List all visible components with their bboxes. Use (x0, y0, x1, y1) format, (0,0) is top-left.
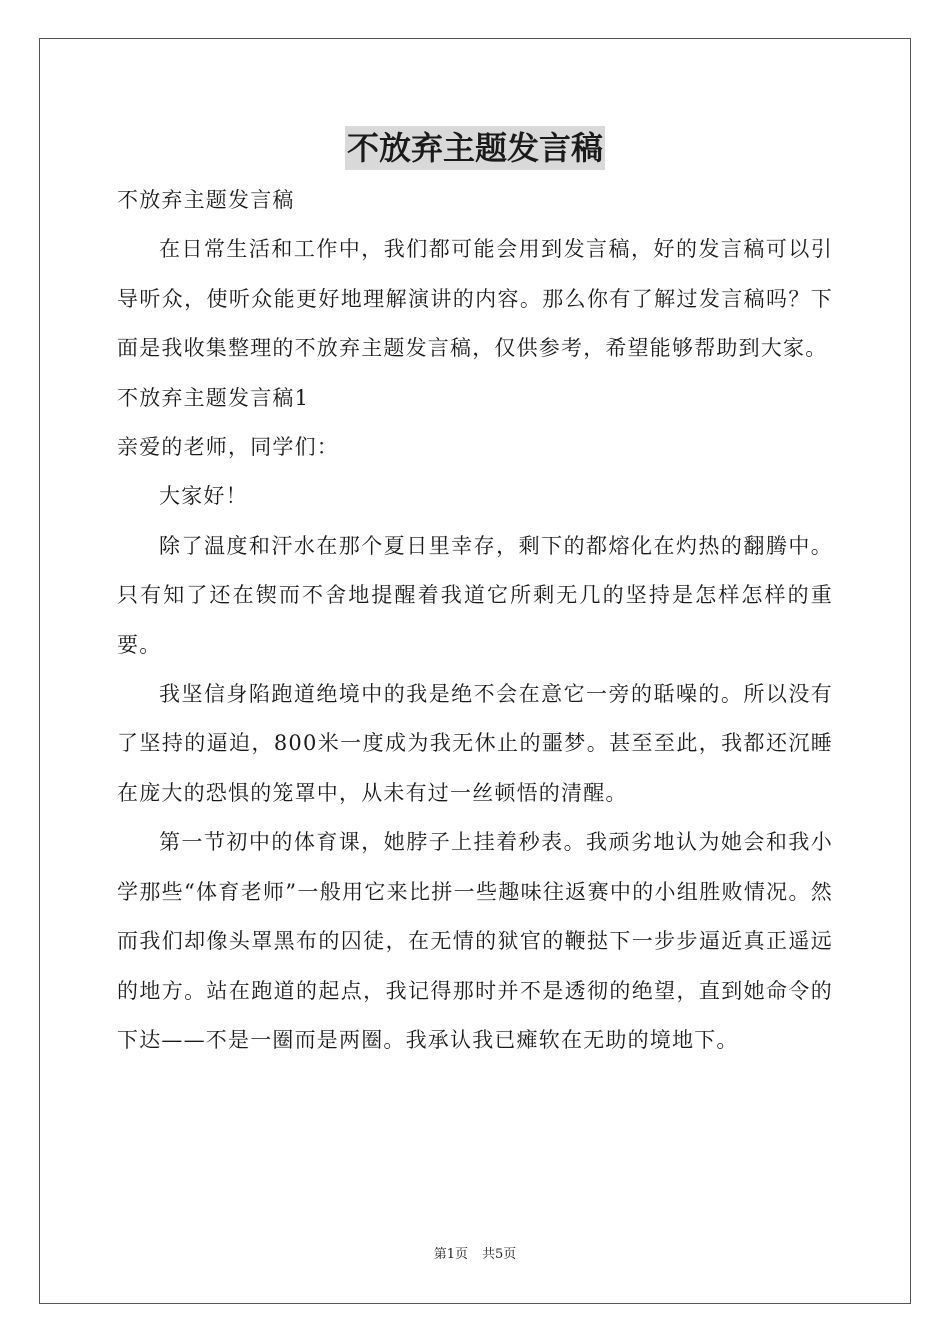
section-heading: 不放弃主题发言稿1 (117, 385, 310, 410)
document-title: 不放弃主题发言稿 (345, 126, 605, 170)
intro-paragraph: 在日常生活和工作中，我们都可能会用到发言稿，好的发言稿可以引导听众，使听众能更好地理解演讲的内容。那么你有了解过发言稿吗？下面是我收集整理的不放弃主题发言稿，仅供参考，希望能够帮助到大家。 (117, 237, 833, 361)
salutation-paragraph: 亲爱的老师，同学们： (117, 435, 339, 460)
page-number-current: 第1页 (433, 1247, 468, 1262)
body-paragraph: 我坚信身陷跑道绝境中的我是绝不会在意它一旁的聒噪的。所以没有了坚持的逼迫，800米一度成为我无休止的噩梦。甚至至此，我都还沉睡在庞大的恐惧的笼罩中，从未有过一丝顿悟的清醒。 (117, 682, 833, 805)
page-number-total: 共5页 (482, 1247, 517, 1262)
title-container (0, 126, 950, 170)
greeting-paragraph: 大家好！ (159, 484, 248, 509)
subtitle-paragraph: 不放弃主题发言稿 (117, 188, 295, 212)
body-paragraph: 第一节初中的体育课，她脖子上挂着秒表。我顽劣地认为她会和我小学那些“体育老师”一般用它来比拼一些趣味往返赛中的小组胜败情况。然而我们却像头罩黑布的囚徒，在无情的狱官的鞭挞下一步步逼近真正遥远的地方。站在跑道的起点，我记得那时并不是透彻的绝望，直到她命令的下达——不是一圈而是两圈。我承认我已瘫软在无助的境地下。 (117, 830, 833, 1052)
document-body (117, 176, 833, 1065)
page-footer (0, 1246, 950, 1264)
body-paragraph: 除了温度和汗水在那个夏日里幸存，剩下的都熔化在灼热的翻腾中。只有知了还在锲而不舍地提醒着我道它所剩无几的坚持是怎样怎样的重要。 (117, 533, 833, 657)
